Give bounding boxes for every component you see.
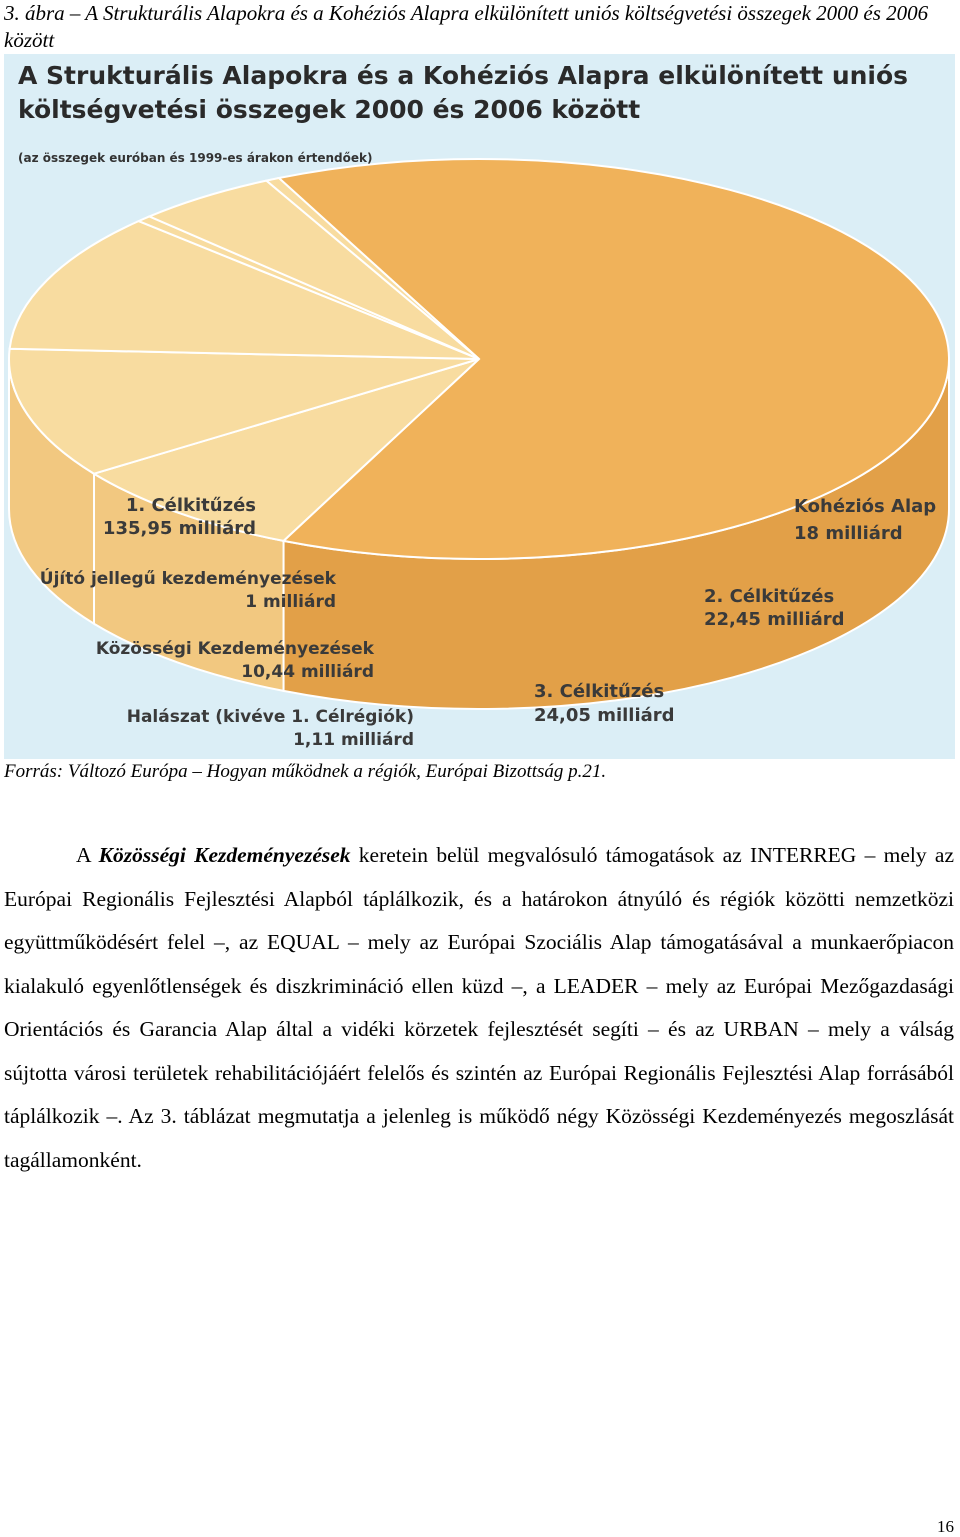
chart-subtitle: (az összegek euróban és 1999-es árakon értendőek) (18, 151, 373, 165)
figure-caption: 3. ábra – A Strukturális Alapokra és a Kohéziós Alapra elkülönített uniós költségvetési összegek 2000 és 2006 között (4, 1, 929, 52)
label-ujito-name: Újító jellegű kezdeményezések (39, 569, 336, 589)
label-celkituzes-3-value: 24,05 milliárd (534, 705, 675, 726)
label-celkituzes-2-value: 22,45 milliárd (704, 609, 845, 630)
label-kozossegi-value: 10,44 milliárd (241, 662, 374, 682)
pie-chart (4, 54, 955, 759)
chart-title-line-1: A Strukturális Alapokra és a Kohéziós Alapra elkülönített uniós (18, 61, 909, 90)
body-paragraph (4, 834, 954, 1182)
chart-title-line-2: költségvetési összegek 2000 és 2006 között (18, 95, 641, 124)
label-celkituzes-2-name: 2. Célkitűzés (704, 586, 835, 607)
label-celkituzes-1-name: 1. Célkitűzés (125, 495, 256, 516)
pie-chart-figure (4, 54, 955, 759)
page-number: 16 (937, 1517, 954, 1536)
label-celkituzes-3-name: 3. Célkitűzés (534, 681, 665, 702)
label-kozossegi-name: Közösségi Kezdeményezések (95, 639, 374, 659)
label-halaszat-name: Halászat (kivéve 1. Célrégiók) (126, 707, 414, 727)
paragraph-rest: keretein belül megvalósuló támogatások az INTERREG – mely az Európai Regionális Fejlesztési Alapból táplálkozik, és a határokon átnyúló és régiók közötti nemzetközi együttműködésért felel –, az EQUAL – mely az Európai Szociális Alap támogatásával a munkaerőpiacon kialakuló egyenlőtlenségek és diszkrimináció ellen küzd –, a LEADER – mely az Európai Mezőgazdasági Orientációs és Garancia Alap által a vidéki körzetek fejlesztését segíti – és az URBAN – mely a válság sújtotta városi területek rehabilitációjáért felelős és szintén az Európai Regionális Fejlesztési Alap forrásából táplálkozik –. Az 3. táblázat megmutatja a jelenleg is működő négy Közösségi Kezdeményezés megoszlását tagállamonként. (4, 843, 954, 1172)
paragraph-emphasis: Közösségi Kezdeményezések (98, 843, 351, 867)
figure-source: Forrás: Változó Európa – Hogyan működnek a régiók, Európai Bizottság p.21. (4, 761, 607, 782)
label-halaszat-value: 1,11 milliárd (293, 730, 414, 750)
label-celkituzes-1-value: 135,95 milliárd (102, 518, 256, 539)
label-ujito-value: 1 milliárd (245, 592, 336, 612)
paragraph-start: A (76, 843, 99, 867)
label-koheziós-alap-value: 18 milliárd (794, 523, 903, 544)
label-koheziós-alap-name: Kohéziós Alap (794, 496, 937, 517)
